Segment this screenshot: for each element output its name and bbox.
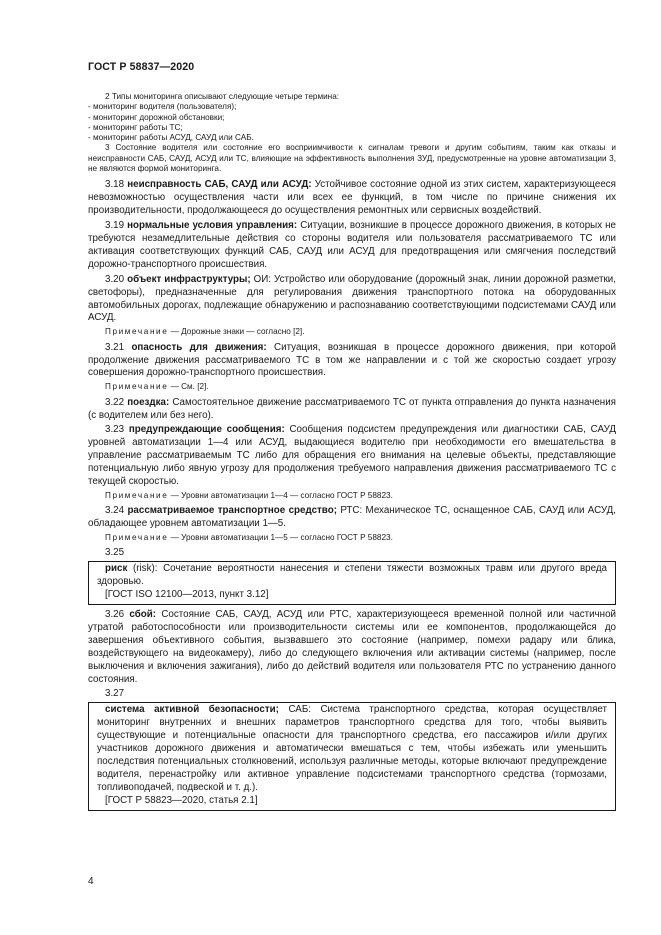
note-2-intro: 2 Типы мониторинга описывают следующие четыре термина: <box>105 92 340 101</box>
term: рассматриваемое транспортное средство; <box>127 505 337 517</box>
list-item: - мониторинг водителя (пользователя); <box>88 102 237 112</box>
entry-3-27-number: 3.27 <box>105 688 125 700</box>
entry-3-24 <box>88 505 616 531</box>
page-number: 4 <box>88 876 94 887</box>
standard-header: ГОСТ Р 58837—2020 <box>88 61 195 73</box>
entry-3-18 <box>88 179 616 218</box>
note-label: Примечание <box>105 327 169 337</box>
entry-number: 3.22 <box>105 396 125 408</box>
list-item: - мониторинг работы АСУД, САУД или САБ. <box>88 133 254 143</box>
entry-number: 3.24 <box>105 505 125 517</box>
definition: Состояние САБ, САУД, АСУД или РТС, характеризующееся временной полной или частичной утратой работоспособности или производительности системы или ее компонентов, продолжающейся до завершения объективного события, вызвавшего это состояние (например, помехи радару или блика, воздействующего на видеокамеру), либо до следующего включения или активации системы (например, после выключения и включения зажигания), либо до действий водителя или пользователя РТС по устранению данного состояния. <box>88 609 616 685</box>
note-text: — Уровни автоматизации 1—5 — согласно ГОСТ Р 58823. <box>168 533 393 543</box>
source-reference: [ГОСТ Р 58823—2020, статья 2.1] <box>105 794 258 806</box>
note-label: Примечание <box>105 533 169 543</box>
page-content <box>88 92 616 815</box>
note-3: 3 Состояние водителя или состояние его восприимчивости к сигналам тревоги и другим событиям, таким как отказы и неисправности САБ, САУД, АСУД или ТС, влияющие на эффективность выполнения ЗУД, предусмотренные на уровне автоматизации 3, не являются формой мониторинга. <box>88 143 616 174</box>
term: поездка: <box>127 396 170 408</box>
definition: САБ: Система транспортного средства, которая осуществляет мониторинг внутренних и внешних параметров транспортного средства для того, чтобы выявить существующие и потенциальные опасности для транспортного средства, его пассажиров и/или других участников дорожного движения и автоматически вмешаться с тем, чтобы избежать или уменьшить последствия потенциальных столкновений, используя различные методы, которые включают предупреждение водителя, перенастройку или активное управление подсистемами транспортного средства (тормозами, топливоподачей, подвеской и т. д.). <box>97 704 607 793</box>
term: риск <box>105 563 128 575</box>
entry-number: 3.20 <box>105 273 125 285</box>
definition: Устойчивое состояние одной из этих систем, характеризующееся невозможностью осуществления части или всех ее функций, в том числе по причине снижения их производительности, продолжающееся до осуществления ремонтных или сервисных воздействий. <box>88 179 616 217</box>
entry-3-21-note <box>88 382 616 392</box>
entry-3-23 <box>88 424 616 489</box>
term: объект инфраструктуры; <box>127 273 251 285</box>
term: система активной безопасности; <box>105 704 279 716</box>
entry-3-19 <box>88 220 616 272</box>
entry-3-21 <box>88 342 616 381</box>
list-item: - мониторинг дорожной обстановки; <box>88 112 225 122</box>
entry-number: 3.21 <box>105 341 125 353</box>
entry-3-25-number: 3.25 <box>105 547 125 559</box>
note-text: — Дорожные знаки — согласно [2]. <box>168 327 305 337</box>
entry-3-24-note <box>88 533 616 543</box>
list-item: - мониторинг работы ТС; <box>88 122 183 132</box>
term: неисправность САБ, САУД или АСУД: <box>127 179 312 191</box>
note-text: — См. [2]. <box>168 382 209 392</box>
entry-3-26 <box>88 609 616 686</box>
monitoring-types-list <box>88 102 616 143</box>
entry-number: 3.19 <box>105 220 125 232</box>
entry-3-25-box <box>88 561 616 605</box>
entry-number: 3.23 <box>105 424 125 436</box>
source-reference: [ГОСТ ISO 12100—2013, пункт 3.12] <box>105 589 269 601</box>
definition: Ситуация, возникшая в процессе дорожного движения, при которой продолжение движения рассматриваемого ТС в том же направлении и с той же скоростью создает угрозу совершения дорожно-транспортного происшествия. <box>88 341 616 379</box>
definition: ОИ: Устройство или оборудование (дорожный знак, линии дорожной разметки, светофоры), предназначенные для регулирования движения транспортного потока на оборудованных автомобильных дорогах, подлежащие обнаружению и распознаванию соответствующими подсистемами САУД или АСУД. <box>88 273 616 324</box>
entry-number: 3.26 <box>105 609 125 621</box>
entry-3-20 <box>88 274 616 326</box>
note-text: — Уровни автоматизации 1—4 — согласно ГОСТ Р 58823. <box>168 491 393 500</box>
note-label: Примечание <box>105 382 169 392</box>
term: сбой: <box>129 609 157 621</box>
definition: РТС: Механическое ТС, оснащенное САБ, САУД или АСУД, обладающее уровнем автоматизации 1—5. <box>88 505 616 530</box>
entry-3-27-box <box>88 702 616 810</box>
entry-3-25 <box>97 563 607 589</box>
note-label: Примечание <box>105 491 169 500</box>
definition: Сообщения подсистем предупреждения или диагностики САБ, САУД уровней автоматизации 1—4 или АСУД, выдающиеся водителю при необходимости его вмешательства в управление рассматриваемым ТС либо для обращения его внимания на целевые объекты, представляющие потенциальную либо явную угрозу для продолжения требуемого направления движения рассматриваемого ТС с текущей скоростью. <box>88 424 616 488</box>
entry-3-22 <box>88 397 616 423</box>
term: предупреждающие сообщения: <box>128 424 285 436</box>
entry-number: 3.18 <box>105 179 125 191</box>
definition: (risk): Сочетание вероятности нанесения и степени тяжести возможных травм или другого вреда здоровью. <box>97 563 607 588</box>
entry-3-23-note <box>88 491 616 501</box>
definition: Самостоятельное движение рассматриваемого ТС от пункта отправления до пункта назначения (с водителем или без него). <box>88 396 616 421</box>
term: опасность для движения: <box>131 341 267 353</box>
entry-3-20-note <box>88 327 616 337</box>
term: нормальные условия управления: <box>127 220 298 232</box>
entry-3-27 <box>97 704 607 794</box>
definition: Ситуации, возникшие в процессе дорожного движения, в которых не требуются незамедлительные действия со стороны водителя или пользователя рассматриваемого ТС или активация соответствующих функций САБ, САУД или АСУД для предотвращения или смягчения последствий дорожно-транспортного происшествия. <box>88 220 616 270</box>
